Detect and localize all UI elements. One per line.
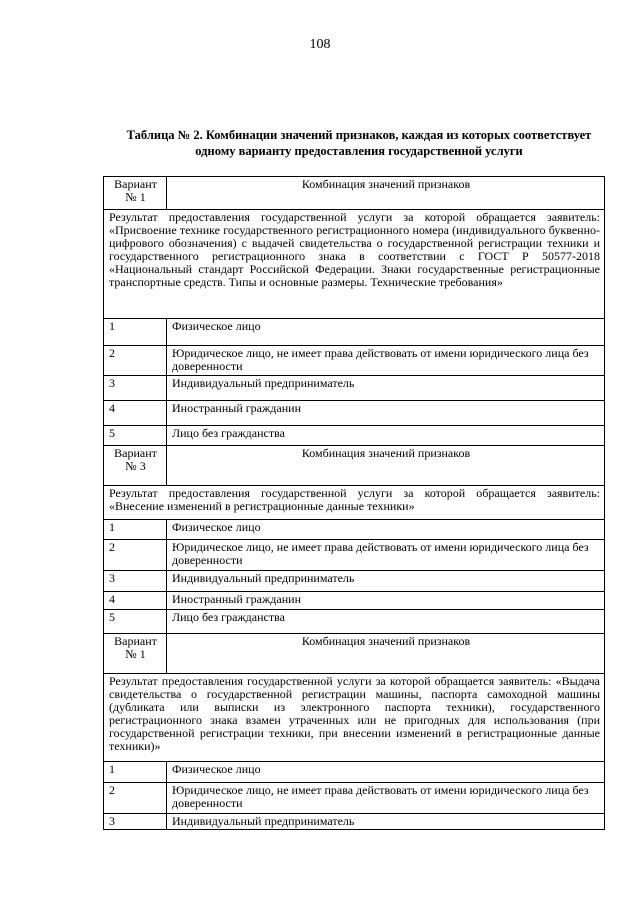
result-text: Результат предоставления государственной услуги за которой обращается заявитель: «Присвоение технике государственного регистрационного номера (индивидуального буквенно-цифрового обозначения) с выдачей свидетельства о государственной регистрации техники и государственного регистрационного знака в соответствии с ГОСТ Р 50577-2018 «Национальный стандарт Российской Федерации. Знаки государственные регистрационные транспортные средств. Типы и основные размеры. Технические требования» bbox=[104, 210, 605, 319]
table-title bbox=[112, 127, 606, 159]
column-header: Комбинация значений признаков bbox=[167, 177, 605, 210]
table-title-line-2: одному варианту предоставления государственной услуги bbox=[195, 144, 523, 158]
row-number: 3 bbox=[104, 571, 167, 592]
table-title-line-1: Таблица № 2. Комбинации значений признаков, каждая из которых соответствует bbox=[126, 128, 592, 142]
table-row bbox=[104, 346, 605, 376]
table-row bbox=[104, 571, 605, 592]
row-text: Индивидуальный предприниматель bbox=[167, 814, 605, 830]
table-row bbox=[104, 401, 605, 426]
variant-number: № 3 bbox=[125, 459, 146, 473]
row-number: 1 bbox=[104, 319, 167, 346]
table-row bbox=[104, 426, 605, 446]
row-number: 2 bbox=[104, 346, 167, 376]
variant-label: Вариант bbox=[114, 177, 157, 191]
table-row bbox=[104, 540, 605, 571]
result-text: Результат предоставления государственной услуги за которой обращается заявитель: «Внесение изменений в регистрационные данные техники» bbox=[104, 486, 605, 520]
variant-header-row bbox=[104, 634, 605, 674]
table-row bbox=[104, 319, 605, 346]
table-row bbox=[104, 783, 605, 814]
variant-cell bbox=[104, 446, 167, 486]
row-number: 5 bbox=[104, 426, 167, 446]
row-number: 1 bbox=[104, 520, 167, 540]
row-number: 2 bbox=[104, 540, 167, 571]
result-row bbox=[104, 674, 605, 762]
row-number: 2 bbox=[104, 783, 167, 814]
variant-number: № 1 bbox=[125, 647, 146, 661]
row-number: 4 bbox=[104, 401, 167, 426]
row-text: Юридическое лицо, не имеет права действовать от имени юридического лица без доверенности bbox=[167, 540, 605, 571]
row-number: 4 bbox=[104, 592, 167, 610]
variant-header-row bbox=[104, 446, 605, 486]
table-row bbox=[104, 520, 605, 540]
row-text: Иностранный гражданин bbox=[167, 592, 605, 610]
variant-label: Вариант bbox=[114, 446, 157, 460]
row-text: Физическое лицо bbox=[167, 762, 605, 783]
page-number: 108 bbox=[309, 37, 331, 52]
row-text: Индивидуальный предприниматель bbox=[167, 376, 605, 401]
table-row bbox=[104, 610, 605, 634]
table-row bbox=[104, 376, 605, 401]
table-row bbox=[104, 762, 605, 783]
row-number: 3 bbox=[104, 814, 167, 830]
row-text: Лицо без гражданства bbox=[167, 426, 605, 446]
result-row bbox=[104, 210, 605, 319]
result-row bbox=[104, 486, 605, 520]
row-text: Индивидуальный предприниматель bbox=[167, 571, 605, 592]
row-text: Лицо без гражданства bbox=[167, 610, 605, 634]
column-header: Комбинация значений признаков bbox=[167, 634, 605, 674]
row-text: Иностранный гражданин bbox=[167, 401, 605, 426]
row-text: Физическое лицо bbox=[167, 319, 605, 346]
variant-cell bbox=[104, 177, 167, 210]
result-text: Результат предоставления государственной услуги за которой обращается заявитель: «Выдача свидетельства о государственной регистрации машины, паспорта самоходной машины (дубликата или выписки из электронного паспорта техники), государственного регистрационного знака взамен утраченных или не пригодных для использования (при государственной регистрации техники, при внесении изменений в регистрационные данные техники)» bbox=[104, 674, 605, 762]
row-text: Юридическое лицо, не имеет права действовать от имени юридического лица без доверенности bbox=[167, 783, 605, 814]
table-row bbox=[104, 814, 605, 830]
row-number: 1 bbox=[104, 762, 167, 783]
variant-cell bbox=[104, 634, 167, 674]
row-text: Юридическое лицо, не имеет права действовать от имени юридического лица без доверенности bbox=[167, 346, 605, 376]
variant-number: № 1 bbox=[125, 190, 146, 204]
variant-label: Вариант bbox=[114, 634, 157, 648]
row-text: Физическое лицо bbox=[167, 520, 605, 540]
variant-header-row bbox=[104, 177, 605, 210]
row-number: 3 bbox=[104, 376, 167, 401]
column-header: Комбинация значений признаков bbox=[167, 446, 605, 486]
row-number: 5 bbox=[104, 610, 167, 634]
combinations-table bbox=[103, 176, 605, 830]
table-row bbox=[104, 592, 605, 610]
